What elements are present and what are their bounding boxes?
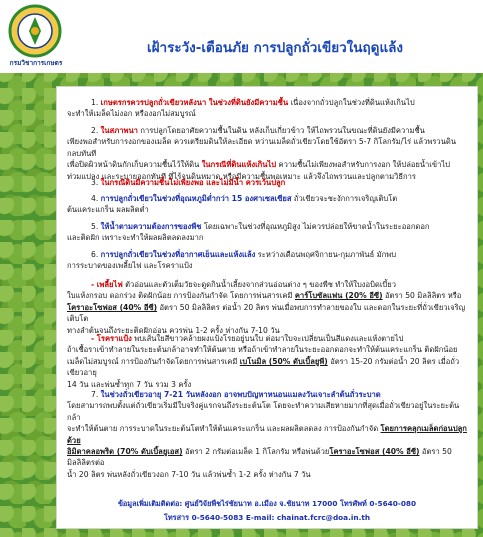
item-highlight: ในกรณีที่ดินแห้งเกินไป bbox=[201, 160, 277, 170]
item-text: ทางลำต้นจนถึงระยะติดฝักอ่อน ควรพ่น 1-2 ครั้ง ห่างกัน 7-10 วัน bbox=[67, 325, 280, 335]
item-text: อัตรา 2 กรัมต่อเมล็ด 1 กิโลกรัม หรือพ่นด้วย bbox=[182, 447, 330, 457]
chemical-name: โคราอะโซฟอส (40% อีซี) bbox=[67, 302, 158, 312]
item-text: การปลูกโดยอาศัยความชื้นในดิน หลังเก็บเกี่ยวข้าว ให้ไถพรวนในขณะที่ดินยังมีความชื้น bbox=[137, 126, 425, 135]
item-text: ระหว่างเดือนพฤศจิกายน-กุมภาพันธ์ มักพบ bbox=[255, 250, 397, 259]
item-1 bbox=[67, 97, 469, 120]
mildew-section bbox=[67, 333, 469, 390]
item-highlight: ในช่วงถั่วเขียวอายุ 7-21 วันหลังงอก อาจพบปัญหาหนอนแมลงวันเจาะลำต้นถั่วระบาด bbox=[100, 390, 381, 399]
item-4 bbox=[67, 193, 469, 216]
item-text: โดยสามารถพบตั้งแต่ถั่วเขียวเริ่มมีใบจริงคู่แรกจนถึงระยะต้นโต โดยจะทำความเสียหายมากที่สุดเมื่อถั่วเขียวอยู่ในระยะต้นกล้า bbox=[67, 401, 460, 422]
chemical-name: คาร์โบซัลแฟน (20% อีซี) bbox=[294, 291, 383, 301]
item-number: 3. bbox=[91, 178, 99, 187]
page-title: เฝ้าระวัง-เตือนภัย การปลูกถั่วเขียวในฤดูแล้ง bbox=[146, 40, 404, 56]
content-panel bbox=[56, 86, 478, 529]
contact-info bbox=[67, 499, 467, 524]
item-text: จะทำให้ต้นตาย การระบาดในระยะต้นโตทำให้ต้นแคระแกร็น และผลผลิตลดลง การป้องกันกำจัด bbox=[67, 424, 381, 434]
doa-emblem-icon bbox=[6, 4, 64, 66]
item-text: ต้นแคระแกร็น ผลผลิตต่ำ bbox=[67, 205, 149, 215]
item-text: อัตรา 50 มิลลิลิตรต่อ bbox=[67, 447, 452, 468]
chemical-name: อิมิดาคลอพริด (70% ดับเบิ้ลยูเอส) bbox=[67, 447, 183, 457]
item-text: และติดฝัก เพราะจะทำให้ผลผลิตลดลงมาก bbox=[67, 233, 204, 243]
item-text: โดยเฉพาะในช่วงที่อุณหภูมิสูง ไม่ควรปล่อยให้ขาดน้ำในระยะออกดอก bbox=[201, 222, 430, 231]
header bbox=[0, 0, 483, 73]
item-text: 14 วัน และพ่นซ้ำทุก 7 วัน รวม 3 ครั้ง bbox=[67, 379, 192, 389]
contact-line: ข้อมูลเพิ่มเติมติดต่อ: ศูนย์วิจัยพืชไร่ชัยนาท อ.เมือง จ.ชัยนาท 17000 โทรศัพท์ 0-5640-080 bbox=[117, 499, 417, 508]
item-number: 2. bbox=[91, 126, 99, 135]
item-number: 4. bbox=[91, 194, 99, 203]
item-text: อัตรา 15-20 กรัมต่อน้ำ 20 ลิตร เมื่อถั่วเขียวอายุ bbox=[67, 356, 460, 378]
item-text: เมล็ดไม่สมบูรณ์ การป้องกันกำจัดโดยการพ่นสารเคมี bbox=[67, 356, 240, 366]
item-text: น้ำ 20 ลิตร พ่นหลังถั่วเขียวงอก 7-10 วัน แล้วพ่นซ้ำ 1-2 ครั้ง ห่างกัน 7 วัน bbox=[67, 469, 311, 479]
item-number: 1. bbox=[91, 98, 99, 107]
item-5 bbox=[67, 221, 469, 244]
item-text: เพียงพอสำหรับการงอกของเมล็ด ควรเตรียมดินให้ละเอียด หว่านเมล็ดถั่วเขียวโดยใช้อัตรา 5-7 กิโลกรัม/ไร่ แล้วพรวนดินกลบทันที bbox=[67, 137, 457, 158]
item-3 bbox=[67, 177, 469, 188]
item-6 bbox=[67, 249, 469, 272]
item-number: 6. bbox=[91, 250, 99, 259]
item-7 bbox=[67, 389, 469, 480]
item-number: 5. bbox=[91, 222, 99, 231]
item-text: อัตรา 50 มิลลิลิตร ต่อน้ำ 20 ลิตร พ่นเมื่อพบการทำลายของใบ และดอกในระยะที่ถั่วเขียวเจริญเติบโต bbox=[67, 302, 466, 324]
item-text: จะทำให้เมล็ดไม่งอก หรืองอกไม่สมบูรณ์ bbox=[67, 109, 196, 119]
item-highlight: ในกรณีดินมีความชื้นไม่เพียงพอ และไม่มีน้ำ ควรเว้นปลูก bbox=[100, 178, 286, 187]
item-highlight: ในสภาพนา bbox=[100, 126, 138, 135]
item-text: ถ้าเชื้อราเข้าทำลายในระยะต้นกล้าอาจทำให้ต้นตาย หรือถ้าเข้าทำลายในระยะออกดอกจะทำให้ต้นแคระแกร็น ติดฝักน้อย bbox=[67, 345, 458, 355]
item-number: 7. bbox=[91, 390, 99, 399]
chemical-name: เบโนมิล (50% ดับเบิ้ลยูพี) bbox=[239, 356, 328, 366]
item-text: พบเส้นใยสีขาวคล้ายผงแป้งโรยอยู่บนใบ ต่อมาใบจะเปลี่ยนเป็นสีแดงและแห้งตายไป bbox=[131, 334, 404, 343]
item-highlight: เกษตรกรควรปลูกถั่วเขียวหลังนา ในช่วงที่ดินยังมีความชื้น bbox=[100, 98, 289, 107]
logo-caption: กรมวิชาการเกษตร bbox=[9, 59, 63, 67]
item-text: เพื่อปิดผิวหน้าดินกักเก็บความชื้นไว้ให้ดิน bbox=[67, 160, 202, 170]
thrips-label: - เพลี้ยไฟ bbox=[91, 280, 123, 289]
item-text: ความชื้นไม่เพียงพอสำหรับการงอก ให้ปล่อยน้ำเข้าไป bbox=[276, 160, 450, 170]
item-highlight: การปลูกถั่วเขียวในช่วงที่อากาศเย็นและแห้งแล้ง bbox=[100, 250, 256, 259]
item-highlight: ให้น้ำตามความต้องการของพืช bbox=[100, 222, 202, 231]
item-highlight: การปลูกถั่วเขียวในช่วงที่อุณหภูมิต่ำกว่า 15 องศาเซลเซียส bbox=[100, 194, 292, 203]
item-text: เนื่องจากถั่วปลูกในช่วงที่ดินแห้งเกินไป bbox=[288, 98, 415, 107]
item-text: อัตรา 50 มิลลิลิตร หรือ bbox=[382, 291, 462, 301]
item-text: ใบแห้งกรอบ ดอกร่วง ติดฝักน้อย การป้องกันกำจัด โดยการพ่นสารเคมี bbox=[67, 291, 295, 301]
contact-line: โทรสาร 0-5640-5083 E-mail: chainat.fcrc@doa.in.th bbox=[163, 513, 371, 522]
chemical-name: โคราอะโซฟอส (40% อีซี) bbox=[329, 447, 420, 457]
item-text: การระบาดของเพลี้ยไฟ และโรคราแป้ง bbox=[67, 261, 193, 271]
item-text: ท่วมแปลง และระบายออกทันที ที่ไร้จนดินหมาด หรือมีความชื้นพอเหมาะ แล้วจึงไถพรวนและปลูกตามวิธีการ bbox=[67, 171, 416, 181]
item-text: ถั่วเขียวจะชะงักการเจริญเติบโต bbox=[291, 194, 398, 203]
item-2 bbox=[67, 125, 469, 182]
item-text: ตัวอ่อนและตัวเต็มวัยจะดูดกินน้ำเลี้ยงจากส่วนอ่อนต่าง ๆ ของพืช ทำให้ใบงอบิดเบี้ยว bbox=[122, 280, 396, 289]
mildew-label: - โรคราแป้ง bbox=[91, 334, 132, 343]
thrips-section bbox=[67, 279, 469, 336]
chemical-name: โดยการคลุกเมล็ดก่อนปลูกด้วย bbox=[67, 424, 467, 445]
